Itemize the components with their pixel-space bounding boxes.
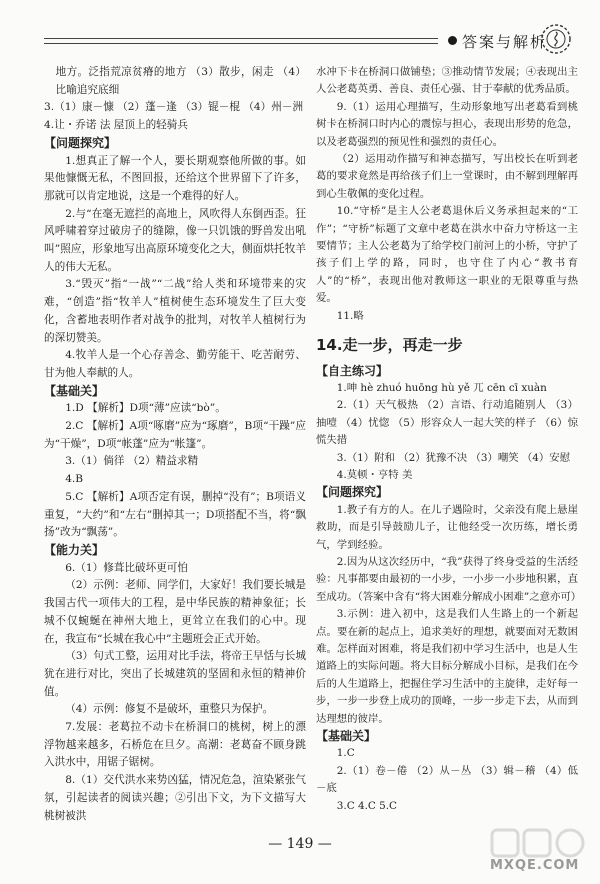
answer-paragraph: 水冲下卡在桥洞口做铺垫；③推动情节发展；④表现出主人公老葛英勇、善良、责任心强、甘于奉献的优秀品质。 xyxy=(316,66,578,96)
left-column xyxy=(44,64,306,825)
answer-paragraph: 4.牧羊人是一个心存善念、勤劳能干、吃苦耐劳、甘为他人奉献的人。 xyxy=(44,349,306,379)
answer-paragraph: 2.与“在毫无遮拦的高地上，风吹得人东倒西歪。狂风呼啸着穿过破房子的缝隙，像一只饥饿的野兽发出吼叫”照应，形象地写出高原环境变化之大，侧面烘托牧羊人的伟大无私。 xyxy=(44,207,306,273)
answer-line: 地方。泛指荒凉贫瘠的地方 （3）散步，闲走 （4）比喻追究底细 xyxy=(55,66,306,96)
header-rule-bottom xyxy=(44,43,438,44)
section-heading: 【基础关】 xyxy=(316,729,377,744)
answer-line: 1.D 【解析】D项“薄”应读“bò”。 xyxy=(65,402,226,415)
answer-paragraph: 9.（1）运用心理描写，生动形象地写出老葛看到桃树卡在桥洞口时内心的震惊与担心，表现出形势的危急，以及老葛强烈的预见性和强烈的责任心。 xyxy=(316,100,578,148)
answer-paragraph: 3.“毁灭”指“一战”“二战”给人类和环境带来的灾难，“创造”指“牧羊人”植树使生态环境发生了巨大变化，含蓄地表明作者对战争的批判，对牧羊人植树行为的深切赞美。 xyxy=(44,278,306,344)
answer-line: （4）示例：修复不是破坏，重整只为保护。 xyxy=(65,703,274,716)
answer-paragraph: 7.发展：老葛拉不动卡在桥洞口的桃树，树上的漂浮物越来越多，石桥危在旦夕。高潮：老葛奋不顾身跳入洪水中，用锯子锯树。 xyxy=(44,721,306,769)
section-heading: 【能力关】 xyxy=(44,542,105,557)
section-heading: 【问题探究】 xyxy=(44,135,117,150)
answer-paragraph: 2.C 【解析】A项“啄磨”应为“琢磨”，B项“干躁”应为“干燥”，D项“帐蓬”应为“帐篷”。 xyxy=(44,420,306,450)
answer-paragraph: 2.（1）天气极热 （2）言语、行动追随别人 （3）抽噎 （4）忧惚 （5）形容众人一起大笑的样子 （6）惊慌失措 xyxy=(316,399,578,447)
section-heading: 【基础关】 xyxy=(44,383,105,398)
section-heading: 【问题探究】 xyxy=(316,485,389,500)
answer-paragraph: （2）示例：老师、同学们，大家好！我们要长城是我国古代一项伟大的工程，是中华民族的精神象征；长城不仅蜿蜒在神州大地上，更耸立在我们的心中。现在，我宣布“长城在我心中”主题班会正式开始。 xyxy=(44,579,306,645)
answer-paragraph: 1.想真正了解一个人，要长期观察他所做的事。如果他慷慨无私，不图回报，还给这个世界留下了许多，那就可以肯定地说，这是一个难得的好人。 xyxy=(44,154,306,202)
answer-paragraph: 2.因为从这次经历中，“我”获得了终身受益的生活经验：凡事都要由最初的一小步，一小步一小步地积累，直至成功。（答案中含有“将大困难分解成小困难”之意亦可） xyxy=(316,555,582,603)
answer-line: 11.略 xyxy=(336,309,364,322)
swirl-circle-icon xyxy=(540,23,572,55)
answer-line: 1.呻 hè zhuó huōng hù yě 兀 cēn cī xuàn xyxy=(336,381,547,394)
answer-line: 1.C xyxy=(336,747,355,760)
page-number: — 149 — xyxy=(268,836,332,852)
answer-line: 3.（1）康－慷 （2）蓬－逢 （3）锟－棍 （4）州－洲 xyxy=(44,101,304,114)
answer-line: 3.C 4.C 5.C xyxy=(336,799,397,812)
answer-line: 3.（1）倘徉 （2）精益求精 xyxy=(65,455,199,468)
page-header-title: 答案与解析 xyxy=(462,33,548,51)
answer-line: 4.莫顿・亨特 美 xyxy=(336,468,413,481)
answer-line: 4.B xyxy=(65,473,84,486)
answer-paragraph: （3）句式工整，运用对比手法，将帝王早恬与长城犹在进行对比，突出了长城建筑的坚固和永恒的精神价值。 xyxy=(44,650,306,698)
watermark-text: MXQE.COM xyxy=(490,858,580,873)
answer-line: 4.让・乔诺 法 屋顶上的轻骑兵 xyxy=(44,119,188,132)
header-rule-top xyxy=(44,38,438,39)
right-column xyxy=(316,64,582,815)
answer-paragraph: 5.C 【解析】A项否定有误，删掉“没有”；B项语义重复，“大约”和“左右”删掉其一；D项搭配不当，将“飘扬”改为“飘荡”。 xyxy=(44,490,306,539)
answer-paragraph: 3.示例：进入初中，这是我们人生路上的一个新起点。要在新的起点上，追求美好的理想，就要面对无数困难。怎样面对困难，将是我们初中学习生活中，也是人生道路上的实际问题。将大目标分解成小目标，是我们在今后的人生道路上，把握住学习生活中的主旋律，走好每一步，一步一步登上成功的顶峰，一步一步走下去，从而到达理想的彼岸。 xyxy=(316,608,578,725)
answer-paragraph: （2）运用动作描写和神态描写，写出校长在听到老葛的要求竟然是再给孩子们上一堂课时，由不解到理解再到心生敬佩的变化过程。 xyxy=(316,153,578,200)
answer-paragraph: 1.教子有方的人。在儿子遇险时，父亲没有爬上悬崖救助，而是引导鼓励儿子，让他经受一次历练，增长勇气，学到经验。 xyxy=(316,503,578,551)
watermark-logo xyxy=(488,826,592,882)
answer-line: 3.（1）附和 （2）犹豫不决 （3）嘲笑 （4）安慰 xyxy=(336,451,571,464)
answer-paragraph: 8.（1）交代洪水来势凶猛，情况危急，渲染紧张气氛，引起读者的阅读兴趣；②引出下文，为下文描写大桃树被洪 xyxy=(44,774,306,822)
answer-line: 6.（1）修葺比破坏更可怕 xyxy=(65,561,188,574)
chapter-title: 14.走一步，再走一步 xyxy=(316,336,463,355)
answer-line: 2.（1）卷－倦 （2）从－丛 （3）辑－稽 （4）低－底 xyxy=(316,764,578,795)
answer-paragraph: 10.“守桥”是主人公老葛退休后义务承担起来的“工作”；“守桥”标题了文章中老葛在洪水中奋力守桥这一主要情节；主人公老葛为了给学校门前河上的小桥，守护了孩子们上学的路，同时，也守住了内心“教书育人”的“桥”，表现出他对教师这一职业的无限尊重与热爱。 xyxy=(316,205,578,305)
section-heading: 【自主练习】 xyxy=(316,363,389,378)
header-bullet xyxy=(448,36,457,45)
